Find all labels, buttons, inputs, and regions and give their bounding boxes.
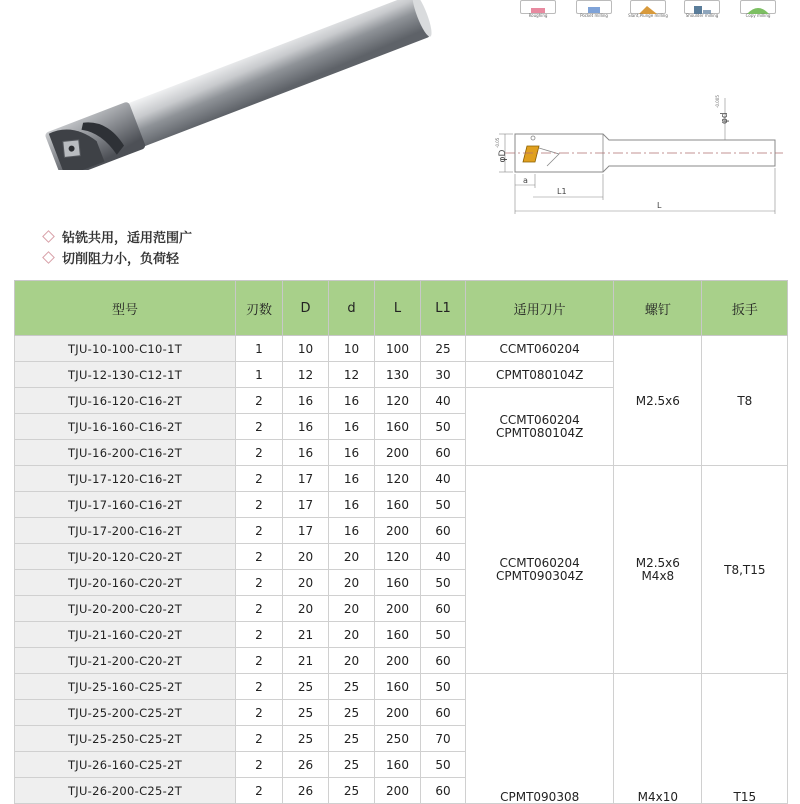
app-label: Roughing — [528, 13, 548, 18]
cell-model: TJU-20-120-C20-2T — [15, 544, 236, 570]
cell-L1: 60 — [421, 648, 466, 674]
cell-insert: CCMT060204 — [466, 336, 614, 362]
cell-screw: M2.5x6 — [614, 336, 702, 466]
dim-L-label: L — [657, 201, 662, 210]
cell-L1: 50 — [421, 752, 466, 778]
cell-L1: 60 — [421, 518, 466, 544]
cell-flutes: 2 — [236, 466, 283, 492]
cell-model: TJU-25-250-C25-2T — [15, 726, 236, 752]
feature-item — [42, 247, 192, 268]
cell-screw: M4x10 — [614, 674, 702, 804]
cell-L1: 60 — [421, 700, 466, 726]
cell-d: 20 — [329, 648, 375, 674]
cell-d: 25 — [329, 674, 375, 700]
cell-D: 17 — [283, 466, 329, 492]
cell-flutes: 2 — [236, 674, 283, 700]
cell-insert: CCMT060204 CPMT090304Z — [466, 466, 614, 674]
cell-D: 17 — [283, 492, 329, 518]
cell-flutes: 2 — [236, 622, 283, 648]
cell-D: 17 — [283, 518, 329, 544]
cell-flutes: 2 — [236, 726, 283, 752]
cell-d: 20 — [329, 622, 375, 648]
cell-d: 16 — [329, 388, 375, 414]
dim-d-tolerance: -0.005 — [715, 95, 720, 108]
pocket-milling-icon — [568, 0, 620, 22]
cell-model: TJU-10-100-C10-1T — [15, 336, 236, 362]
cell-flutes: 2 — [236, 388, 283, 414]
cell-flutes: 2 — [236, 778, 283, 804]
cell-wrench: T8 — [702, 336, 788, 466]
cell-model: TJU-21-160-C20-2T — [15, 622, 236, 648]
cell-L: 160 — [375, 674, 421, 700]
cell-model: TJU-25-160-C25-2T — [15, 674, 236, 700]
cell-L1: 50 — [421, 414, 466, 440]
cell-D: 21 — [283, 648, 329, 674]
cell-flutes: 2 — [236, 570, 283, 596]
cell-screw: M2.5x6 M4x8 — [614, 466, 702, 674]
cell-flutes: 1 — [236, 336, 283, 362]
cell-flutes: 2 — [236, 414, 283, 440]
cell-model: TJU-17-200-C16-2T — [15, 518, 236, 544]
header-D: D — [283, 281, 329, 336]
cell-D: 25 — [283, 726, 329, 752]
cell-L: 120 — [375, 388, 421, 414]
cell-L: 130 — [375, 362, 421, 388]
cell-L: 200 — [375, 700, 421, 726]
cell-L: 200 — [375, 596, 421, 622]
header-wrench: 扳手 — [702, 281, 788, 336]
table-row — [15, 336, 788, 362]
cell-L: 160 — [375, 492, 421, 518]
cell-wrench: T8,T15 — [702, 466, 788, 674]
cell-d: 20 — [329, 544, 375, 570]
cell-L1: 40 — [421, 544, 466, 570]
cell-insert: CPMT090308 — [466, 674, 614, 804]
slant-plunge-milling-icon — [622, 0, 674, 22]
header-L: L — [375, 281, 421, 336]
cell-model: TJU-20-200-C20-2T — [15, 596, 236, 622]
cell-insert: CPMT080104Z — [466, 362, 614, 388]
cell-D: 16 — [283, 440, 329, 466]
cell-D: 21 — [283, 622, 329, 648]
cell-insert: CCMT060204 CPMT080104Z — [466, 388, 614, 466]
cell-d: 20 — [329, 596, 375, 622]
header-insert: 适用刀片 — [466, 281, 614, 336]
cell-L: 160 — [375, 752, 421, 778]
dim-d-label: φd — [720, 112, 730, 124]
roughing-icon — [512, 0, 564, 22]
cell-model: TJU-20-160-C20-2T — [15, 570, 236, 596]
cell-flutes: 2 — [236, 700, 283, 726]
header-L1: L1 — [421, 281, 466, 336]
cell-flutes: 2 — [236, 752, 283, 778]
feature-list — [42, 226, 192, 268]
cell-L: 250 — [375, 726, 421, 752]
cell-d: 16 — [329, 440, 375, 466]
application-icons — [500, 0, 800, 24]
cell-L: 100 — [375, 336, 421, 362]
dimension-diagram — [485, 88, 795, 218]
cell-L1: 40 — [421, 388, 466, 414]
cell-L1: 60 — [421, 596, 466, 622]
cell-D: 26 — [283, 752, 329, 778]
cell-L1: 50 — [421, 622, 466, 648]
copy-milling-icon — [732, 0, 784, 22]
cell-wrench: T15 — [702, 674, 788, 804]
cell-d: 16 — [329, 414, 375, 440]
cell-L: 200 — [375, 518, 421, 544]
cell-D: 25 — [283, 700, 329, 726]
cell-D: 20 — [283, 596, 329, 622]
table-header-row — [15, 281, 788, 336]
cell-flutes: 1 — [236, 362, 283, 388]
cell-D: 20 — [283, 570, 329, 596]
dim-L1-label: L1 — [557, 187, 567, 196]
cell-flutes: 2 — [236, 544, 283, 570]
cell-D: 20 — [283, 544, 329, 570]
header-model: 型号 — [15, 281, 236, 336]
cell-L1: 50 — [421, 492, 466, 518]
cell-model: TJU-16-120-C16-2T — [15, 388, 236, 414]
cell-d: 20 — [329, 570, 375, 596]
table-row — [15, 466, 788, 492]
feature-text: 钻铣共用，适用范围广 — [62, 231, 193, 246]
cell-model: TJU-21-200-C20-2T — [15, 648, 236, 674]
cell-flutes: 2 — [236, 518, 283, 544]
cell-flutes: 2 — [236, 492, 283, 518]
cell-d: 25 — [329, 726, 375, 752]
feature-item — [42, 226, 192, 247]
cell-L1: 70 — [421, 726, 466, 752]
cell-model: TJU-26-160-C25-2T — [15, 752, 236, 778]
cell-L1: 60 — [421, 778, 466, 804]
cell-L1: 40 — [421, 466, 466, 492]
cell-d: 12 — [329, 362, 375, 388]
cell-D: 25 — [283, 674, 329, 700]
tool-image — [30, 0, 450, 170]
spec-table — [14, 280, 788, 804]
dim-D-tolerance: -0.05 — [495, 137, 500, 148]
cell-d: 25 — [329, 700, 375, 726]
cell-L1: 50 — [421, 674, 466, 700]
cell-L1: 25 — [421, 336, 466, 362]
cell-d: 16 — [329, 518, 375, 544]
cell-D: 16 — [283, 388, 329, 414]
cell-d: 16 — [329, 492, 375, 518]
cell-model: TJU-26-200-C25-2T — [15, 778, 236, 804]
cell-L: 200 — [375, 648, 421, 674]
cell-D: 12 — [283, 362, 329, 388]
cell-L: 160 — [375, 622, 421, 648]
diamond-bullet-icon — [42, 230, 55, 243]
app-label: Shoulder milling — [685, 13, 719, 18]
cell-d: 25 — [329, 778, 375, 804]
cell-model: TJU-25-200-C25-2T — [15, 700, 236, 726]
cell-D: 26 — [283, 778, 329, 804]
cell-model: TJU-16-200-C16-2T — [15, 440, 236, 466]
cell-L1: 60 — [421, 440, 466, 466]
cell-flutes: 2 — [236, 648, 283, 674]
header-screw: 螺钉 — [614, 281, 702, 336]
cell-model: TJU-12-130-C12-1T — [15, 362, 236, 388]
diamond-bullet-icon — [42, 251, 55, 264]
cell-model: TJU-17-120-C16-2T — [15, 466, 236, 492]
app-label: Slant,Plunge milling — [628, 13, 668, 18]
cell-model: TJU-16-160-C16-2T — [15, 414, 236, 440]
cell-D: 16 — [283, 414, 329, 440]
cell-L: 160 — [375, 570, 421, 596]
cell-flutes: 2 — [236, 596, 283, 622]
cell-L: 200 — [375, 778, 421, 804]
dim-D-label: φD — [498, 149, 508, 163]
cell-L: 120 — [375, 544, 421, 570]
header-flutes: 刃数 — [236, 281, 283, 336]
app-label: Copy milling — [745, 13, 771, 18]
cell-model: TJU-17-160-C16-2T — [15, 492, 236, 518]
cell-d: 10 — [329, 336, 375, 362]
shoulder-milling-icon — [676, 0, 728, 22]
header-d: d — [329, 281, 375, 336]
cell-flutes: 2 — [236, 440, 283, 466]
cell-L: 160 — [375, 414, 421, 440]
app-label: Pocket milling — [580, 13, 608, 18]
feature-text: 切削阻力小，负荷轻 — [62, 252, 180, 267]
cell-L: 200 — [375, 440, 421, 466]
cell-L: 120 — [375, 466, 421, 492]
cell-d: 16 — [329, 466, 375, 492]
tool-shank — [124, 0, 430, 148]
cell-L1: 30 — [421, 362, 466, 388]
dim-a-label: a — [523, 176, 528, 185]
cell-L1: 50 — [421, 570, 466, 596]
cell-d: 25 — [329, 752, 375, 778]
table-row — [15, 674, 788, 700]
cell-D: 10 — [283, 336, 329, 362]
